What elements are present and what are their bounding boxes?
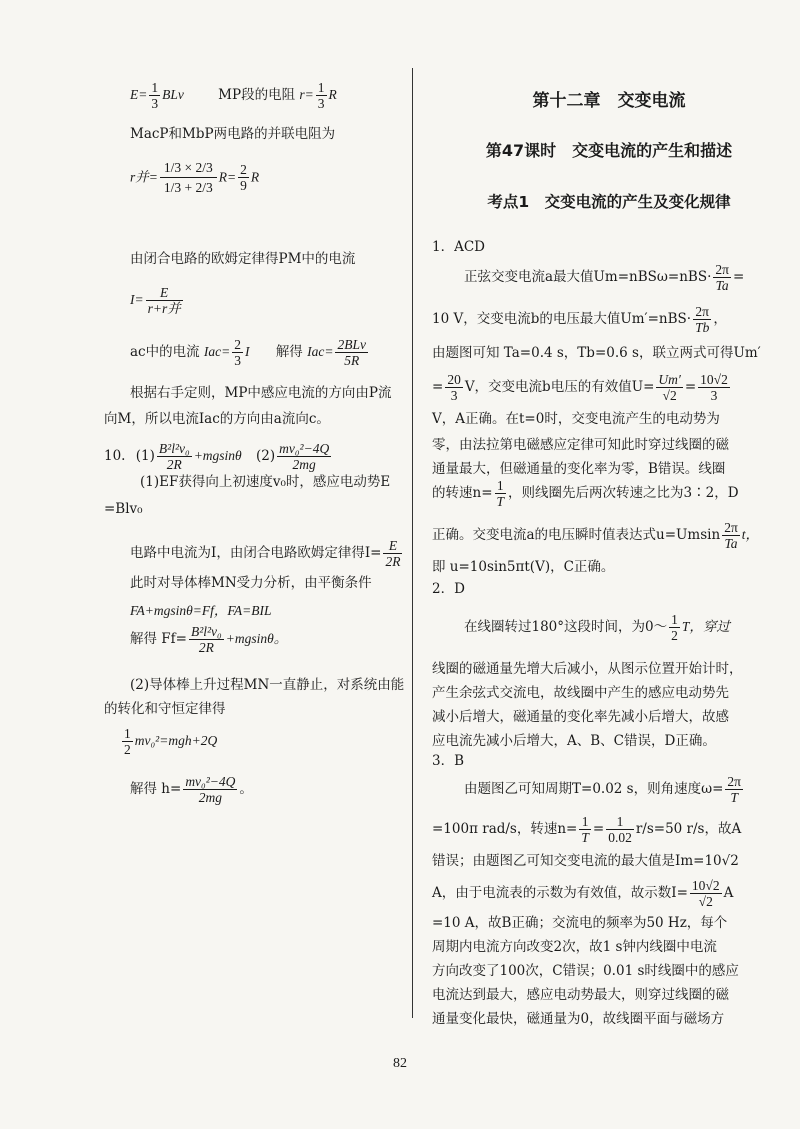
rpar-lhs: r并= — [130, 169, 158, 185]
q2-line2: 线圈的磁通量先增大后减小，从图示位置开始计时， — [432, 661, 743, 677]
q10-ff-frac — [189, 624, 224, 655]
q3-line1-frac — [725, 774, 743, 805]
rpar-bottom: 1/3 + 2/3 — [163, 180, 213, 195]
q2-line1-num: 1 — [671, 612, 678, 627]
q10-energy-tail: mv₀²=mgh+2Q — [134, 733, 218, 748]
q3-line1-text: 由题图乙可知周期T=0.02 s，则角速度ω= — [464, 781, 724, 797]
rpar-mid: R= — [218, 169, 237, 185]
ac-den: 3 — [234, 353, 242, 368]
q1-line9-text: 正确。交变电流a的电压瞬时值表达式u=Umsin — [432, 527, 721, 543]
pm-current-text: 由闭合电路的欧姆定律得PM中的电流 — [130, 251, 356, 267]
q1-line9 — [432, 520, 759, 551]
emf-frac — [149, 80, 160, 111]
q10-ohm-den: 2R — [385, 554, 401, 569]
q1-line8-text: 的转速n= — [432, 485, 493, 501]
ac-solve-text: 解得 — [275, 344, 303, 360]
q3-line4-num: 10√2 — [691, 878, 720, 893]
mp-r-num: 1 — [317, 80, 325, 95]
q10-energy-num: 1 — [124, 726, 131, 741]
i-frac — [146, 285, 183, 316]
q2-line1-tail: T，穿过 — [681, 619, 730, 634]
ac-lhs: Iac= — [203, 344, 231, 359]
q10-ohm-text: 电路中电流为I，由闭合电路欧姆定律得I= — [130, 545, 382, 561]
q2-line3: 产生余弦式交流电，故线圈中产生的感应电动势先 — [432, 685, 729, 701]
i-lhs: I= — [130, 292, 144, 307]
q1-line4-mid: V，交变电流b电压的有效值U= — [464, 379, 655, 395]
column-divider — [412, 68, 413, 1018]
rpar-result-frac — [238, 162, 249, 193]
q3-line2-den2: 0.02 — [608, 830, 632, 845]
right-hand-rule-line2: 向M，所以电流Iac的方向由a流向c。 — [104, 411, 330, 427]
q1-line1-text: 正弦交变电流a最大值Um=nBSω=nBS· — [464, 269, 712, 285]
mp-r-lhs: r= — [299, 87, 314, 102]
q1-line4-num1: 20 — [447, 372, 461, 387]
rpar-num: 2 — [240, 162, 247, 177]
q10-a2-frac — [277, 441, 331, 472]
q3-line1 — [464, 774, 745, 805]
q2-label: 2．D — [432, 581, 465, 597]
q3-line2 — [432, 814, 741, 845]
q1-line4-frac3 — [698, 372, 730, 403]
q10-ff-den: 2R — [198, 640, 214, 655]
ac-solve-frac — [335, 337, 368, 368]
q3-line1-num: 2π — [727, 774, 741, 789]
q1-line8-tail: ，则线圈先后两次转速之比为3∶2，D — [508, 485, 739, 501]
emf-tail: BLv — [162, 87, 184, 102]
q10-label: 10. — [104, 448, 126, 464]
q1-line9-frac — [722, 520, 740, 551]
parallel-resistance-text: MacP和MbP两电路的并联电阻为 — [130, 126, 336, 142]
q3-line2-eq: = — [592, 821, 605, 837]
q3-line2-den1: T — [581, 830, 589, 845]
emf-num: 1 — [151, 80, 159, 95]
q1-line2-frac — [693, 304, 711, 335]
q10-h-lhs: 解得 h= — [130, 781, 182, 797]
q10-ff-num: B²l²v₀ — [190, 624, 222, 639]
q2-line1-text: 在线圈转过180°这段时间，为0～ — [464, 619, 668, 635]
q3-label: 3．B — [432, 753, 465, 769]
q3-line2-frac2 — [606, 814, 634, 845]
q10-part2-line2: 的转化和守恒定律得 — [104, 701, 226, 717]
page-number: 82 — [393, 1056, 407, 1071]
emf-den: 3 — [151, 96, 159, 111]
q3-line4-tail: A — [723, 885, 734, 901]
q3-line2-text: =100π rad/s，转速n= — [432, 821, 578, 837]
q1-label: 1．ACD — [432, 239, 485, 255]
q2-line1-den: 2 — [671, 628, 678, 643]
ac-num: 2 — [234, 337, 242, 352]
q3-line2-num2: 1 — [606, 814, 634, 830]
q10-part1-line1: (1)EF获得向上初速度v₀时，感应电动势E — [140, 474, 391, 490]
q10-ohm-frac — [383, 538, 402, 569]
q10-energy-den: 2 — [124, 742, 131, 757]
q1-line5: V，A正确。在t=0时，交变电流产生的电动势为 — [432, 411, 720, 427]
ac-current-line — [130, 337, 370, 368]
q3-line2-tail: r/s=50 r/s，故A — [635, 821, 742, 837]
q10-a1-num: B²l²v₀ — [158, 441, 190, 456]
q3-line2-frac1 — [579, 814, 591, 845]
q3-line3: 错误；由题图乙可知交变电流的最大值是Im=10√2 — [432, 853, 739, 869]
q10-h-frac — [183, 774, 237, 805]
q2-line4: 减小后增大，磁通量的变化率先减小后增大，故感 — [432, 709, 729, 725]
q1-line8-frac — [495, 478, 507, 509]
q10-energy-eq — [120, 726, 217, 757]
q3-line1-den: T — [730, 790, 738, 805]
chapter-title: 第十二章 交变电流 — [532, 91, 686, 111]
q10-force-analysis: 此时对导体棒MN受力分析，由平衡条件 — [130, 575, 372, 591]
q10-energy-frac — [122, 726, 133, 757]
q10-part2-line1: (2)导体棒上升过程MN一直静止，对系统由能 — [130, 677, 405, 693]
rpar-den: 9 — [240, 178, 247, 193]
mp-r-tail: R — [328, 87, 337, 102]
q3-line9: 通量变化最快，磁通量为0，故线圈平面与磁场方 — [432, 1011, 725, 1027]
q1-line9-den: Ta — [724, 536, 738, 551]
q2-line1-frac — [669, 612, 680, 643]
q3-line6: 周期内电流方向改变2次，故1 s钟内线圈中电流 — [432, 939, 717, 955]
q2-line1 — [464, 612, 730, 643]
q10-h-num: mv₀²−4Q — [185, 774, 236, 789]
q10-a1-frac — [157, 441, 192, 472]
q10-part2: (2) — [255, 448, 276, 464]
q1-line9-num: 2π — [724, 520, 738, 535]
q1-line8 — [432, 478, 739, 509]
q10-ohm-num: E — [383, 538, 402, 554]
q1-line4-den2: √2 — [662, 388, 677, 403]
eq-emf-line — [130, 80, 337, 111]
q1-line8-num: 1 — [495, 478, 507, 494]
eq-rpar — [130, 158, 259, 197]
q1-line4-num3: 10√2 — [700, 372, 728, 387]
q1-line1-tail: = — [732, 269, 745, 285]
q3-line5: =10 A，故B正确；交流电的频率为50 Hz，每个 — [432, 915, 728, 931]
q1-line4-eq: = — [684, 379, 697, 395]
q1-line4-pre: = — [432, 379, 444, 395]
ac-solve-num: 2BLv — [337, 337, 366, 352]
lesson-title: 第47课时 交变电流的产生和描述 — [485, 141, 733, 160]
i-num: E — [146, 285, 183, 301]
q3-line4-text: A，由于电流表的示数为有效值，故示数I= — [432, 885, 688, 901]
q10-part1-line2: =Blv₀ — [104, 501, 143, 517]
q10-part1: (1) — [135, 448, 155, 464]
q3-line2-num1: 1 — [579, 814, 591, 830]
q10-a2-den: 2mg — [292, 457, 316, 472]
eq-current-i — [130, 285, 185, 316]
q10-ohm-line — [130, 538, 404, 569]
ac-tail: I — [245, 344, 250, 359]
q1-line2-tail: ， — [713, 311, 727, 327]
q1-line1 — [464, 262, 744, 293]
q1-line9-tail: t， — [741, 527, 760, 542]
q3-line7: 方向改变了100次，C错误；0.01 s时线圈中的感应 — [432, 963, 739, 979]
q10-answer-line — [104, 441, 333, 472]
mp-r-den: 3 — [317, 96, 325, 111]
topic-title: 考点1 交变电流的产生及变化规律 — [487, 193, 731, 211]
q1-line4-den1: 3 — [450, 388, 458, 403]
q10-ff-line — [130, 624, 287, 655]
q10-ff-lhs: 解得 Ff= — [130, 631, 187, 647]
ac-frac — [232, 337, 243, 368]
q1-line4-den3: 3 — [710, 388, 718, 403]
q10-h-line — [130, 774, 253, 805]
q1-line6: 零，由法拉第电磁感应定律可知此时穿过线圈的磁 — [432, 437, 729, 453]
q10-a1-tail: +mgsinθ — [193, 448, 242, 463]
q10-h-tail: 。 — [239, 781, 253, 797]
q3-line8: 电流达到最大，感应电动势最大，则穿过线圈的磁 — [432, 987, 729, 1003]
ac-solve-den: 5R — [344, 353, 360, 368]
ac-text: ac中的电流 — [130, 344, 200, 360]
mp-r-frac — [316, 80, 327, 111]
right-hand-rule-line1: 根据右手定则，MP中感应电流的方向由P流 — [130, 385, 392, 401]
i-den: r+r并 — [147, 301, 181, 316]
q1-line10: 即 u=10sin5πt(V)，C正确。 — [432, 559, 615, 575]
rpar-compound-frac — [160, 158, 217, 197]
q1-line1-den: Ta — [715, 278, 729, 293]
q1-line8-den: T — [496, 494, 505, 509]
q1-line2-text: 10 V，交变电流b的电压最大值Um′=nBS· — [432, 311, 692, 327]
rpar-tail: R — [250, 169, 260, 185]
q1-line4-frac1 — [445, 372, 463, 403]
q3-line4-den: √2 — [698, 894, 713, 909]
q1-line2 — [432, 304, 727, 335]
rpar-top: 1/3 × 2/3 — [160, 158, 217, 178]
q1-line7: 通量最大，但磁通量的变化率为零，B错误。线圈 — [432, 461, 726, 477]
q3-line4 — [432, 878, 733, 909]
q1-line4-frac2 — [656, 372, 682, 403]
q1-line1-frac — [713, 262, 731, 293]
q1-line2-num: 2π — [693, 304, 711, 320]
q1-line4 — [432, 372, 732, 403]
ac-solve-lhs: Iac= — [307, 344, 334, 359]
mp-resistance-text: MP段的电阻 — [218, 87, 296, 103]
q3-line4-frac — [690, 878, 722, 909]
q1-line4-num2: Um′ — [658, 372, 681, 387]
q1-line2-den: Tb — [695, 320, 710, 335]
q1-line3: 由题图可知 Ta=0.4 s，Tb=0.6 s，联立两式可得Um′ — [432, 345, 761, 361]
q10-balance-eq: FA+mgsinθ=Ff，FA=BIL — [130, 603, 272, 618]
q1-line1-num: 2π — [715, 262, 729, 277]
q10-a2-num: mv₀²−4Q — [279, 441, 330, 456]
emf-lhs: E= — [130, 87, 148, 102]
q2-line5: 应电流先减小后增大，A、B、C错误，D正确。 — [432, 733, 716, 749]
q10-a1-den: 2R — [166, 457, 182, 472]
q10-ff-tail: +mgsinθ。 — [225, 631, 288, 646]
q10-h-den: 2mg — [198, 790, 222, 805]
